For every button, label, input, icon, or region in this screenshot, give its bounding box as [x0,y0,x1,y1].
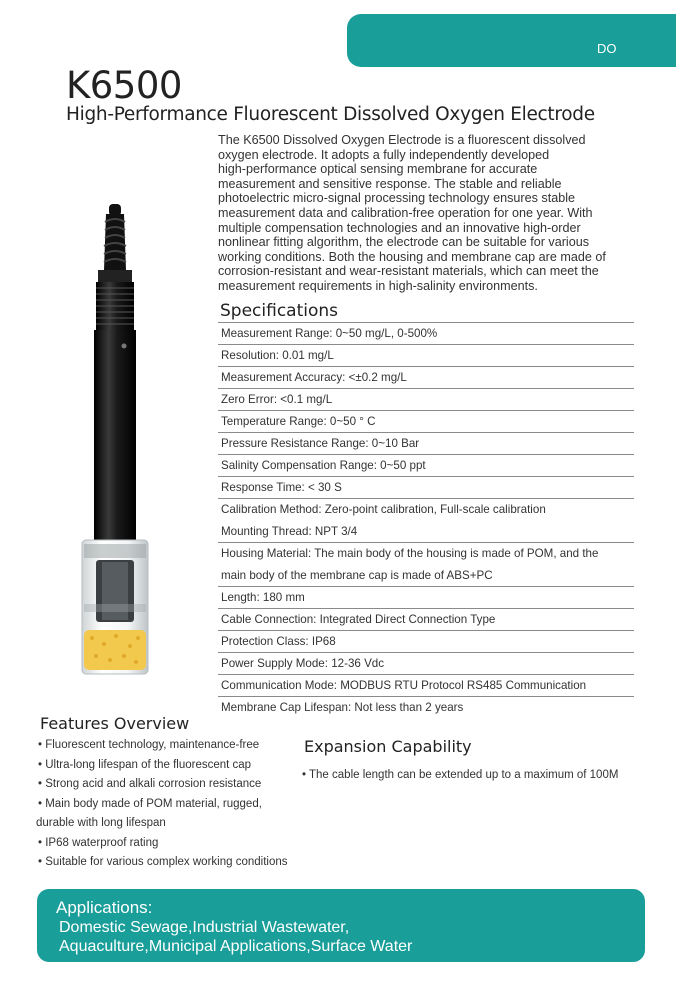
feature-item: • IP68 waterproof rating [38,836,159,849]
spec-row: Calibration Method: Zero-point calibration, Full-scale calibration [218,498,634,520]
spec-row: Temperature Range: 0~50 ° C [218,410,634,432]
description-line: high-performance optical sensing membrane for accurate [218,162,538,177]
description-line: corrosion-resistant and wear-resistant materials, which can meet the [218,264,599,279]
features-heading: Features Overview [40,714,190,733]
spec-row: Communication Mode: MODBUS RTU Protocol RS485 Communication [218,674,634,696]
feature-item: durable with long lifespan [36,817,166,829]
feature-item: • Fluorescent technology, maintenance-free [38,739,260,751]
electrode-body [94,330,136,540]
sponge-insert [84,630,146,670]
feature-item: • Ultra-long lifespan of the fluorescent cap [38,758,252,771]
applications-title: Applications: [56,898,153,917]
product-subtitle: High-Performance Fluorescent Dissolved Oxygen Electrode [66,104,595,125]
spec-row: Protection Class: IP68 [218,630,634,652]
applications-line: Aquaculture,Municipal Applications,Surface Water [59,938,413,955]
spec-row: Zero Error: <0.1 mg/L [218,388,634,410]
spec-row: Measurement Accuracy: <±0.2 mg/L [218,366,634,388]
description-line: The K6500 Dissolved Oxygen Electrode is a fluorescent dissolved [218,133,586,147]
description-line: nonlinear fitting algorithm, the electrode can be suitable for various [218,235,590,250]
specifications-table [218,322,634,718]
product-model: K6500 [66,64,182,107]
spec-row: Membrane Cap Lifespan: Not less than 2 years [218,696,634,718]
spec-row: Response Time: < 30 S [218,476,634,498]
spec-row: Pressure Resistance Range: 0~10 Bar [218,432,634,454]
description-line: working conditions. Both the housing and membrane cap are made of [218,249,606,264]
description-line: measurement requirements in high-salinity environments. [218,278,538,293]
spec-row: Resolution: 0.01 mg/L [218,344,634,366]
feature-item: • Suitable for various complex working conditions [38,856,288,868]
description-line: measurement data and calibration-free operation for one year. With [218,205,593,220]
product-description [218,133,628,294]
description-line: oxygen electrode. It adopts a fully independently developed [218,147,550,162]
feature-item: • Main body made of POM material, rugged, [38,797,262,810]
applications-line: Domestic Sewage,Industrial Wastewater, [59,919,350,936]
category-tab [347,14,676,67]
spec-row: Mounting Thread: NPT 3/4 [221,525,358,538]
description-line: multiple compensation technologies and an innovative high-order [218,220,581,235]
electrode-product-image [76,200,166,680]
spec-row: Salinity Compensation Range: 0~50 ppt [218,454,634,476]
spec-row: Housing Material: The main body of the housing is made of POM, and the [218,542,634,564]
description-line: measurement and sensitive response. The stable and reliable [218,176,562,191]
spec-row: Length: 180 mm [218,586,634,608]
specifications-heading: Specifications [220,301,339,321]
applications-banner [37,889,645,962]
spec-row: main body of the membrane cap is made of ABS+PC [221,569,493,582]
category-tab-label: DO [597,41,617,56]
description-line: photoelectric micro-signal processing technology ensures stable [218,191,576,206]
spec-row: Power Supply Mode: 12-36 Vdc [218,652,634,674]
features-list [38,736,308,873]
spec-row: Cable Connection: Integrated Direct Connection Type [218,608,634,630]
feature-item: • Strong acid and alkali corrosion resistance [38,778,262,790]
mounting-thread [96,270,134,330]
spec-row: Measurement Range: 0~50 mg/L, 0-500% [218,322,634,344]
vent-hole [122,344,127,349]
cable-strain-relief [104,204,126,270]
expansion-heading: Expansion Capability [304,737,472,756]
expansion-text: • The cable length can be extended up to a maximum of 100M [302,769,619,781]
